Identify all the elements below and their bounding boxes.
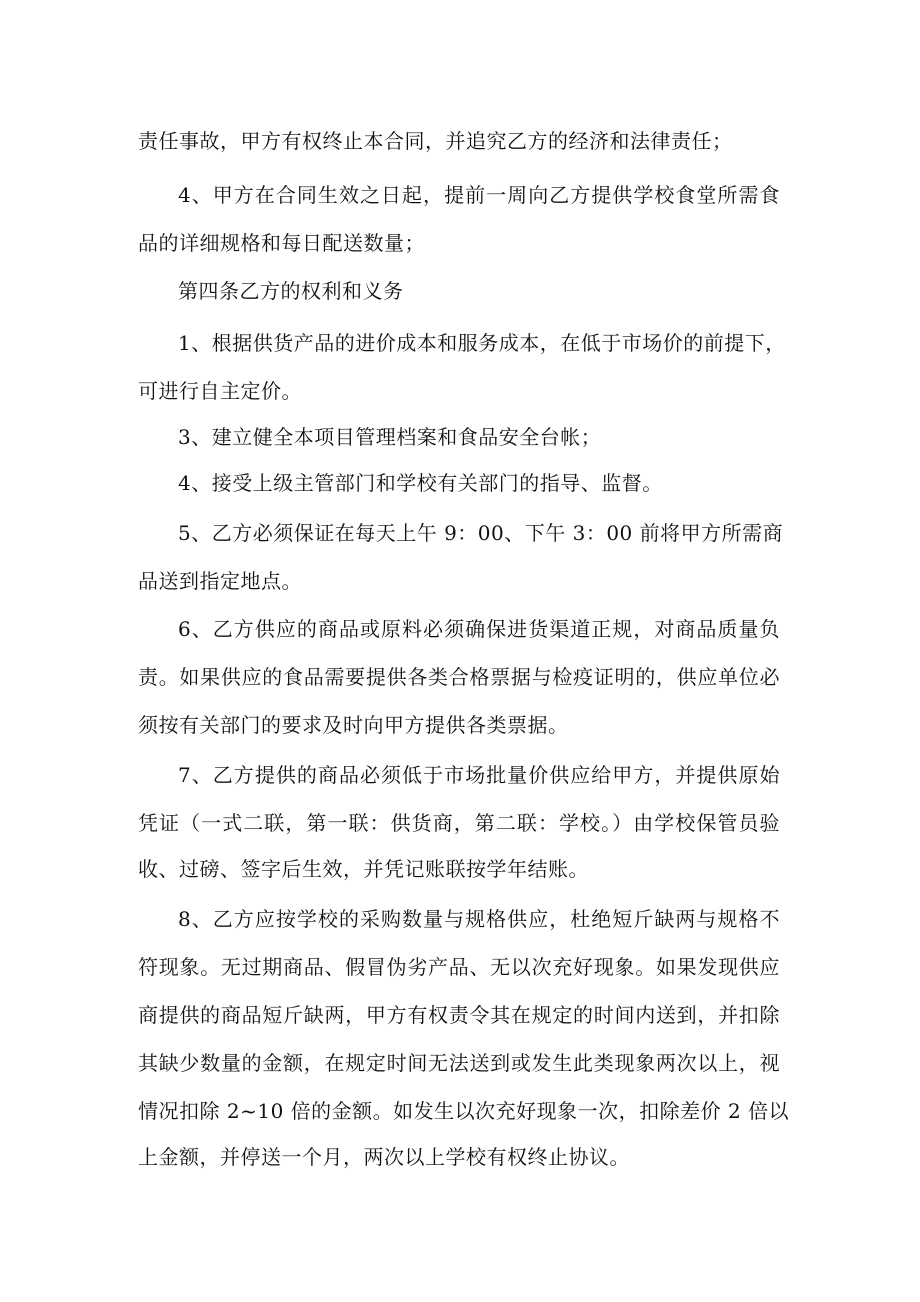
text-line: 商提供的商品短斤缺两，甲方有权责令其在规定的时间内送到，并扣除 — [138, 1003, 780, 1027]
text-line: 收、过磅、签字后生效，并凭记账联按学年结账。 — [138, 857, 589, 881]
text-line: 6、乙方供应的商品或原料必须确保进货渠道正规，对商品质量负 — [178, 617, 780, 641]
text-line: 符现象。无过期商品、假冒伪劣产品、无以次充好现象。如果发现供应 — [138, 955, 780, 979]
text-line: 5、乙方必须保证在每天上午 9：00、下午 3：00 前将甲方所需商 — [178, 521, 784, 545]
text-line: 情况扣除 2~10 倍的金额。如发生以次充好现象一次，扣除差价 2 倍以 — [138, 1099, 790, 1123]
text-line: 其缺少数量的金额，在规定时间无法送到或发生此类现象两次以上，视 — [138, 1051, 780, 1075]
text-line: 责。如果供应的食品需要提供各类合格票据与检疫证明的，供应单位必 — [138, 665, 780, 689]
text-line: 品的详细规格和每日配送数量； — [138, 231, 425, 255]
text-line: 责任事故，甲方有权终止本合同，并追究乙方的经济和法律责任； — [138, 129, 733, 153]
text-line: 须按有关部门的要求及时向甲方提供各类票据。 — [138, 713, 569, 737]
text-line: 3、建立健全本项目管理档案和食品安全台帐； — [178, 425, 602, 449]
text-line: 上金额，并停送一个月，两次以上学校有权终止协议。 — [138, 1145, 630, 1169]
text-line: 8、乙方应按学校的采购数量与规格供应，杜绝短斤缺两与规格不 — [178, 907, 780, 931]
text-line: 品送到指定地点。 — [138, 569, 302, 593]
text-line: 1、根据供货产品的进价成本和服务成本，在低于市场价的前提下， — [178, 331, 786, 355]
section-heading: 第四条乙方的权利和义务 — [178, 279, 404, 303]
text-line: 凭证（一式二联，第一联：供货商，第二联：学校。）由学校保管员验 — [138, 811, 780, 835]
text-line: 可进行自主定价。 — [138, 379, 302, 403]
text-line: 7、乙方提供的商品必须低于市场批量价供应给甲方，并提供原始 — [178, 763, 780, 787]
text-line: 4、甲方在合同生效之日起，提前一周向乙方提供学校食堂所需食 — [178, 183, 780, 207]
text-line: 4、接受上级主管部门和学校有关部门的指导、监督。 — [178, 471, 663, 495]
